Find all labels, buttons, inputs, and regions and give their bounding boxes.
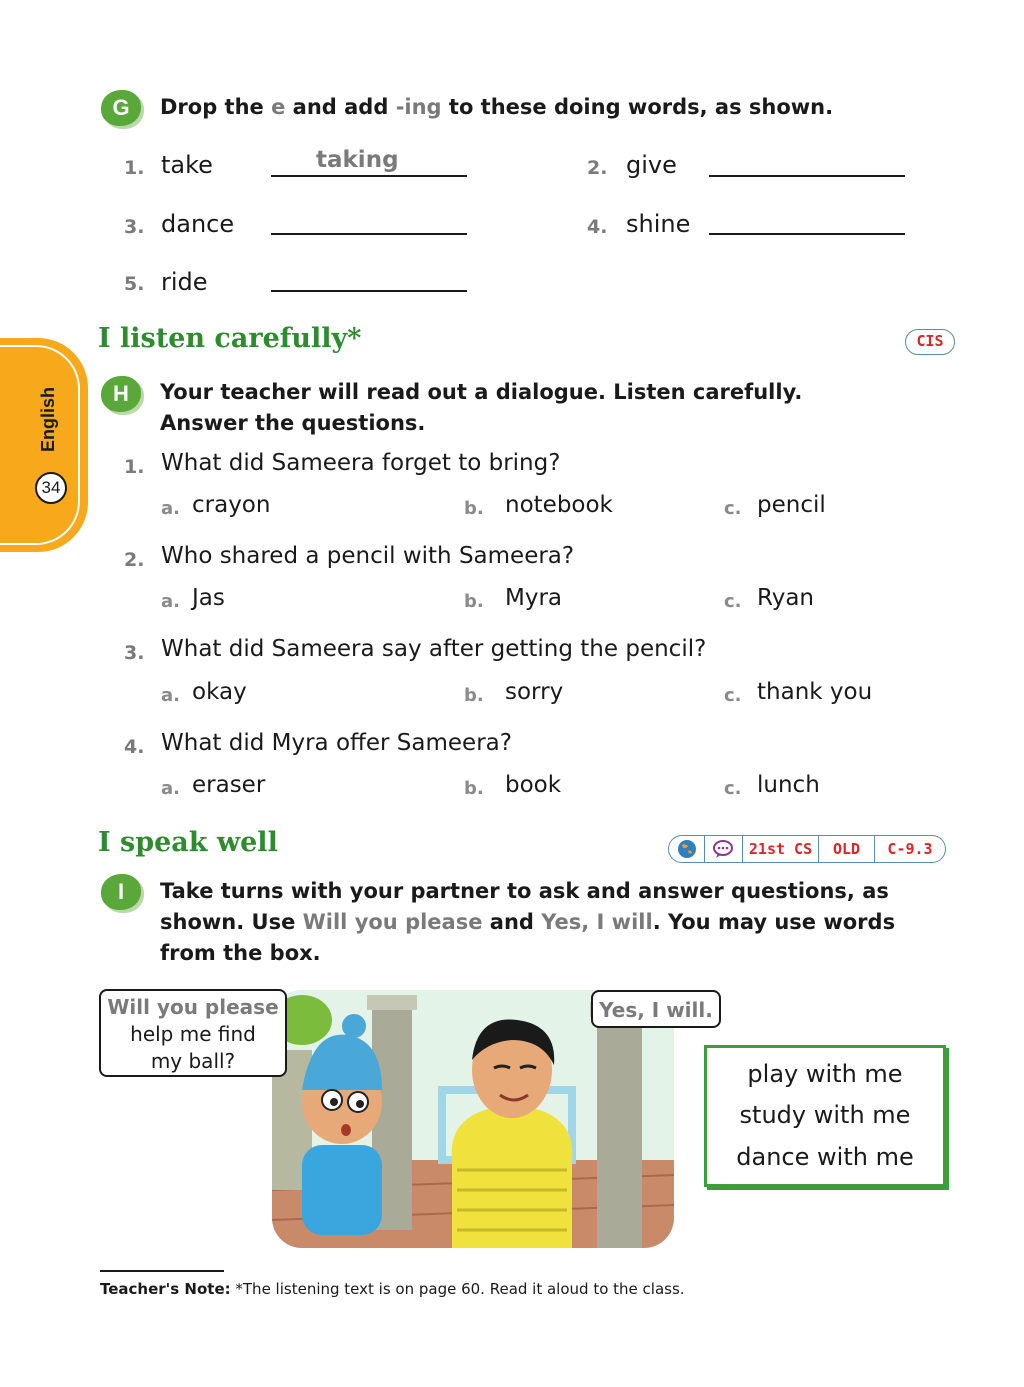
option-text[interactable]: okay [192,679,247,705]
tag-code: C-9.3 [887,840,933,858]
question-number: 1. [124,456,145,478]
item-number: 2. [587,157,608,179]
option-letter: b. [464,591,484,612]
section-title-speak: I speak well [98,827,278,858]
answer-line[interactable] [271,233,467,235]
item-word: ride [161,268,208,296]
illustration [272,990,674,1248]
section-title-listen: I listen carefully* [98,323,362,354]
option-letter: c. [724,591,742,612]
subject-label: English [38,386,58,452]
item-number: 5. [124,273,145,295]
speech-icon [705,836,743,862]
question-text: What did Sameera forget to bring? [161,450,561,476]
item-word: give [626,151,677,179]
teachers-note: Teacher's Note: *The listening text is on page 60. Read it aloud to the class. [100,1280,685,1298]
item-word: shine [626,210,691,238]
activity-h-instruction: Your teacher will read out a dialogue. Listen carefully. Answer the questions. [160,380,803,435]
option-text[interactable]: eraser [192,772,266,798]
word-box-item: study with me [739,1101,911,1129]
option-text[interactable]: sorry [505,679,564,705]
option-text[interactable]: book [505,772,562,798]
option-letter: b. [464,685,484,706]
option-letter: a. [161,591,180,612]
option-letter: a. [161,778,180,799]
activity-badge-g: G [101,90,141,126]
option-text[interactable]: lunch [757,772,820,798]
option-text[interactable]: notebook [505,492,613,518]
question-text: What did Myra offer Sameera? [161,730,512,756]
option-letter: b. [464,778,484,799]
option-text[interactable]: thank you [757,679,873,705]
question-text: What did Sameera say after getting the pencil? [161,636,707,662]
tag-old: OLD [819,836,875,862]
option-text[interactable]: Ryan [757,585,815,611]
option-text[interactable]: Myra [505,585,563,611]
option-letter: a. [161,498,180,519]
question-number: 3. [124,642,145,664]
option-text[interactable]: crayon [192,492,271,518]
option-letter: c. [724,778,742,799]
tag-21st-cs: 21st CS [743,836,819,862]
option-letter: b. [464,498,484,519]
option-letter: a. [161,685,180,706]
answer-line[interactable] [709,175,905,177]
word-box-item: dance with me [736,1143,914,1171]
answer-line[interactable] [271,290,467,292]
option-text[interactable]: Jas [192,585,225,611]
item-answer: taking [316,147,399,173]
answer-line[interactable] [271,175,467,177]
globe-icon [669,836,705,862]
item-number: 3. [124,216,145,238]
option-letter: c. [724,498,742,519]
speech-bubble-right: Yes, I will. [591,990,721,1028]
activity-g-instruction: Drop the e and add -ing to these doing words, as shown. [160,95,834,119]
word-box-item: play with me [747,1060,903,1088]
question-text: Who shared a pencil with Sameera? [161,543,575,569]
activity-badge-h: H [101,376,141,412]
answer-line[interactable] [709,233,905,235]
option-text[interactable]: pencil [757,492,826,518]
question-number: 2. [124,549,145,571]
cis-tag: CIS [905,329,955,355]
speech-bubble-left: Will you please help me find my ball? [99,989,287,1077]
footnote-rule [100,1270,224,1272]
item-word: take [161,151,213,179]
activity-i-instruction: Take turns with your partner to ask and answer questions, as shown. Use Will you please and Yes, I will. You may use words from the box. [160,879,896,965]
question-number: 4. [124,736,145,758]
word-box [704,1045,946,1187]
item-word: dance [161,210,235,238]
item-number: 1. [124,157,145,179]
item-number: 4. [587,216,608,238]
page-number: 34 [35,472,67,504]
activity-badge-i: I [101,874,141,910]
skill-tags [668,835,946,863]
option-letter: c. [724,685,742,706]
